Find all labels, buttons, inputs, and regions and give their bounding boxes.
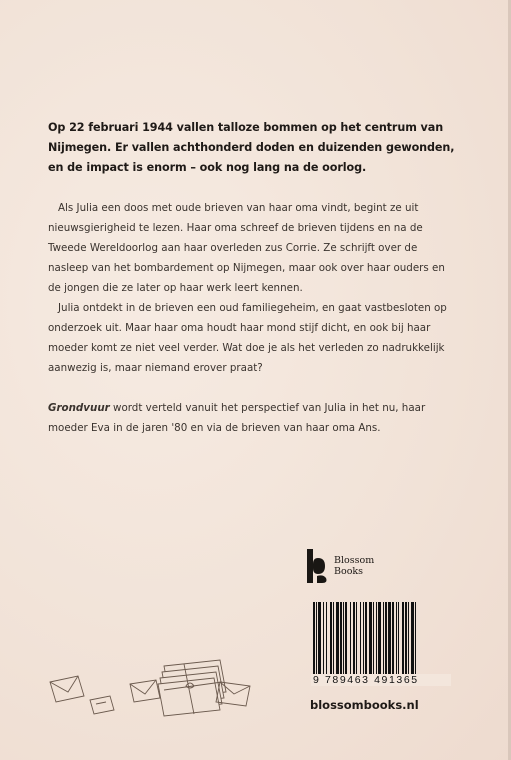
barcode-bar [402, 602, 404, 674]
barcode-bar [378, 602, 381, 674]
blurb-closing [48, 398, 458, 438]
barcode-bar [353, 602, 355, 674]
barcode-bar [405, 602, 407, 674]
barcode-bar [398, 602, 399, 674]
barcode-bar [330, 602, 332, 674]
barcode-bar [388, 602, 391, 674]
barcode-bar [336, 602, 339, 674]
isbn-barcode [311, 602, 447, 688]
publisher-logo [306, 548, 374, 584]
barcode-bar [350, 602, 351, 674]
isbn-digits: 9 789463 491365 [311, 674, 451, 686]
barcode-bar [385, 602, 387, 674]
publisher-name [334, 555, 374, 577]
barcode-bar [376, 602, 377, 674]
barcode-bar [340, 602, 342, 674]
barcode-bar [343, 602, 344, 674]
barcode-bar [333, 602, 334, 674]
barcode-bar [415, 602, 416, 674]
book-title: Grondvuur [48, 402, 110, 414]
barcode-bar [356, 602, 357, 674]
barcode-bar [345, 602, 347, 674]
barcode-bar [316, 602, 317, 674]
barcode-bar [373, 602, 374, 674]
blurb-closing-text: wordt verteld vanuit het perspectief van Julia in het nu, haar moeder Eva in de jaren '80 en via de brieven van haar oma Ans. [48, 402, 426, 434]
blurb-paragraph-1: Als Julia een doos met oude brieven van haar oma vindt, begint ze uit nieuwsgierigheid te lezen. Haar oma schreef de brieven tijdens en na de Tweede Wereldoorlog aan haar overleden zus Corrie. Ze schrijft over de nasleep van het bombardement op Nijmegen, maar ook over haar ouders en de jongen die ze later op haar werk leert kennen. [48, 202, 445, 294]
barcode-bar [369, 602, 372, 674]
barcode-bar [408, 602, 409, 674]
publisher-name-line-2: Books [334, 566, 364, 577]
blossom-books-logo-icon [306, 548, 328, 584]
barcode-bar [392, 602, 394, 674]
barcode-bar [363, 602, 364, 674]
barcode-bar [313, 602, 315, 674]
barcode-bar [383, 602, 384, 674]
blurb [48, 118, 458, 438]
letters-illustration [44, 652, 262, 722]
barcode-bar [326, 602, 327, 674]
barcode-bar [365, 602, 367, 674]
barcode-bar [318, 602, 321, 674]
blurb-body [48, 198, 458, 438]
publisher-website: blossombooks.nl [310, 698, 419, 712]
publisher-name-line-1: Blossom [334, 555, 375, 566]
barcode-bar [411, 602, 414, 674]
blurb-lead: Op 22 februari 1944 vallen talloze bommen op het centrum van Nijmegen. Er vallen achthonderd doden en duizenden gewonden, en de impact is enorm – ook nog lang na de oorlog. [48, 121, 455, 174]
barcode-bars [311, 602, 447, 682]
barcode-bar [323, 602, 324, 674]
barcode-bar [396, 602, 397, 674]
barcode-bar [360, 602, 361, 674]
blurb-paragraph-2: Julia ontdekt in de brieven een oud familiegeheim, en gaat vastbesloten op onderzoek uit. Maar haar oma houdt haar mond stijf dicht, en ook bij haar moeder komt ze niet veel verder. Wat doe je als het verleden zo nadrukkelijk aanwezig is, maar niemand erover praat? [48, 302, 447, 374]
